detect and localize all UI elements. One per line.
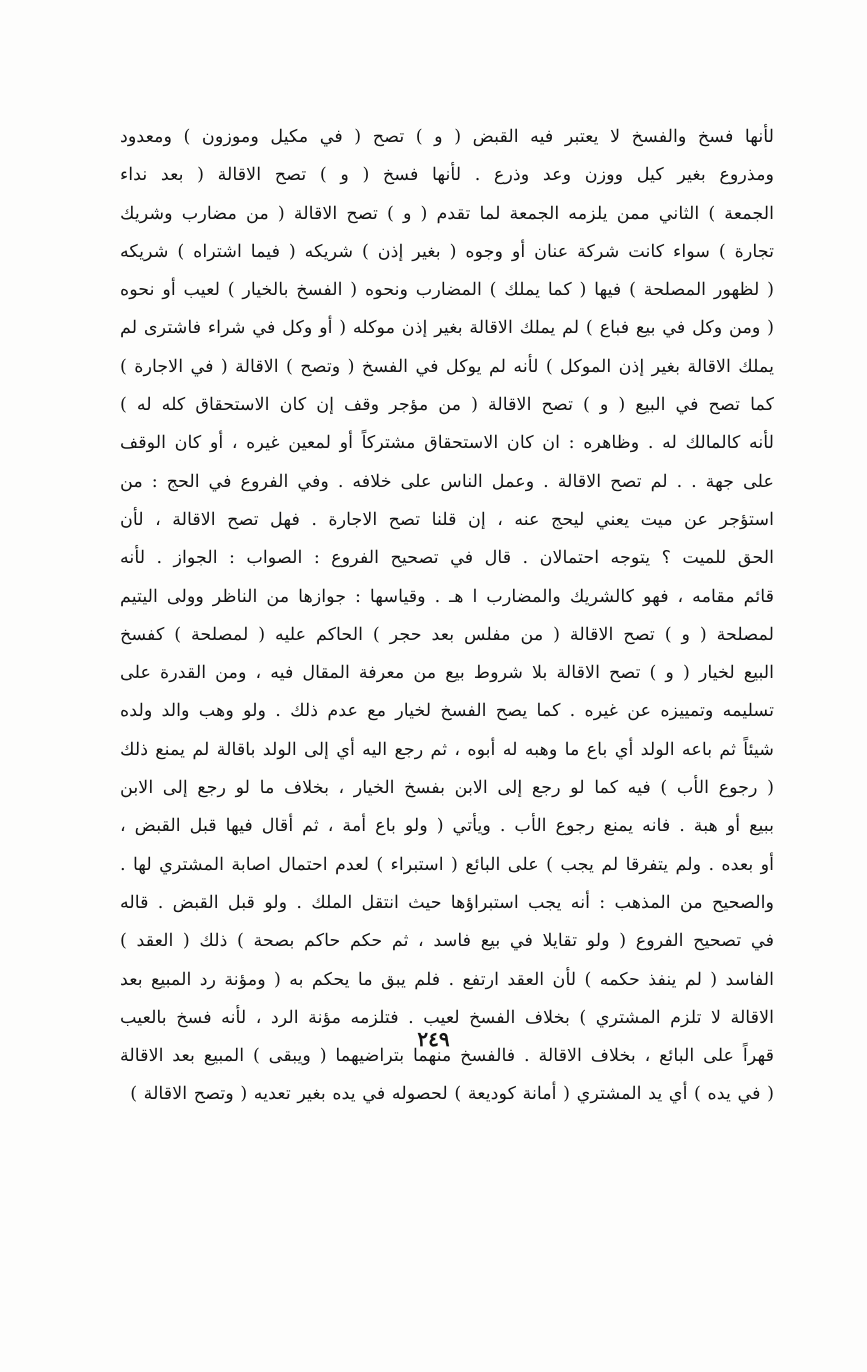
text-line: يملك الاقالة بغير إذن الموكل ) لأنه لم يوكل في الفسخ ( وتصح ) الاقالة ( في الاجارة ) — [120, 356, 774, 377]
text-line: استؤجر عن ميت يعني ليحج عنه ، إن قلنا تصح الاجارة . فهل تصح الاقالة ، لأن — [120, 509, 774, 530]
text-line: لأنه كالمالك له . وظاهره : ان كان الاستحقاق مشتركاً أو لمعين غيره ، أو كان الوقف — [120, 433, 774, 454]
text-line: ومذروع بغير كيل ووزن وعد وذرع . لأنها فسخ ( و ) تصح الاقالة ( بعد نداء — [120, 165, 774, 186]
text-line: والصحيح من المذهب : أنه يجب استبراؤها حيث انتقل الملك . ولو قبل القبض . قاله — [120, 892, 774, 913]
text-line: ببيع أو هبة . فانه يمنع رجوع الأب . ويأتي ( ولو باع أمة ، ثم أقال فيها قبل القبض ، — [120, 816, 774, 837]
text-line: تجارة ) سواء كانت شركة عنان أو وجوه ( بغير إذن ) شريكه ( فيما اشتراه ) شريكه — [120, 241, 774, 262]
text-line: قهراً على البائع ، بخلاف الاقالة . فالفسخ منهما بتراضيهما ( ويبقى ) المبيع بعد الاقالة — [120, 1046, 774, 1067]
text-line: ( لظهور المصلحة ) فيها ( كما يملك ) المضارب ونحوه ( الفسخ بالخيار ) لعيب أو نحوه — [120, 280, 774, 301]
text-line: ( رجوع الأب ) فيه كما لو رجع إلى الابن بفسخ الخيار ، بخلاف ما لو رجع إلى الابن — [120, 778, 774, 799]
text-line: شيئاً ثم باعه الولد أي باع ما وهبه له أبوه ، ثم رجع اليه أي إلى الولد باقالة لم يمنع ذلك — [120, 739, 774, 760]
text-line: ( في يده ) أي يد المشتري ( أمانة كوديعة ) لحصوله في يده بغير تعديه ( وتصح الاقالة ) — [130, 1084, 774, 1105]
text-line: كما تصح في البيع ( و ) تصح الاقالة ( من مؤجر وقف إن كان الاستحقاق كله له ) — [120, 395, 774, 416]
text-line: على جهة . . لم تصح الاقالة . وعمل الناس على خلافه . وفي الفروع في الحج : من — [120, 471, 774, 492]
text-line: الجمعة ) الثاني ممن يلزمه الجمعة لما تقدم ( و ) تصح الاقالة ( من مضارب وشريك — [120, 203, 774, 224]
text-line: الحق للميت ؟ يتوجه احتمالان . قال في تصحيح الفروع : الصواب : الجواز . لأنه — [120, 548, 774, 569]
text-line: البيع لخيار ( و ) تصح الاقالة بلا شروط بيع من معرفة المقال فيه ، ومن القدرة على — [120, 663, 774, 684]
text-line: قائم مقامه ، فهو كالشريك والمضارب ا هـ . وقياسها : جوازها من الناظر وولى اليتيم — [120, 586, 774, 607]
text-line: لمصلحة ( و ) تصح الاقالة ( من مفلس بعد حجر ) الحاكم عليه ( لمصلحة ) كفسخ — [120, 624, 774, 645]
page-number: ٢٤٩ — [417, 1027, 450, 1051]
text-line: ( ومن وكل في بيع فباع ) لم يملك الاقالة بغير إذن موكله ( أو وكل في شراء فاشترى لم — [120, 318, 774, 339]
text-line: الفاسد ( لم ينفذ حكمه ) لأن العقد ارتفع . فلم يبق ما يحكم به ( ومؤنة رد المبيع بعد — [120, 969, 774, 990]
text-line: لأنها فسخ والفسخ لا يعتبر فيه القبض ( و ) تصح ( في مكيل وموزون ) ومعدود — [120, 127, 774, 147]
text-line: في تصحيح الفروع ( ولو تقايلا في بيع فاسد ، ثم حكم حاكم بصحة ) ذلك ( العقد ) — [120, 931, 774, 952]
text-line: تسليمه وتمييزه عن غيره . كما يصح الفسخ لخيار مع عدم ذلك . ولو وهب والد ولده — [120, 701, 774, 722]
text-line: الاقالة لا تلزم المشتري ) بخلاف الفسخ لعيب . فتلزمه مؤنة الرد ، لأنه فسخ بالعيب — [120, 1007, 774, 1028]
body-text — [120, 118, 774, 1114]
text-line: أو بعده . ولم يتفرقا لم يجب ) على البائع ( استبراء ) لعدم احتمال اصابة المشتري لها . — [120, 854, 774, 875]
